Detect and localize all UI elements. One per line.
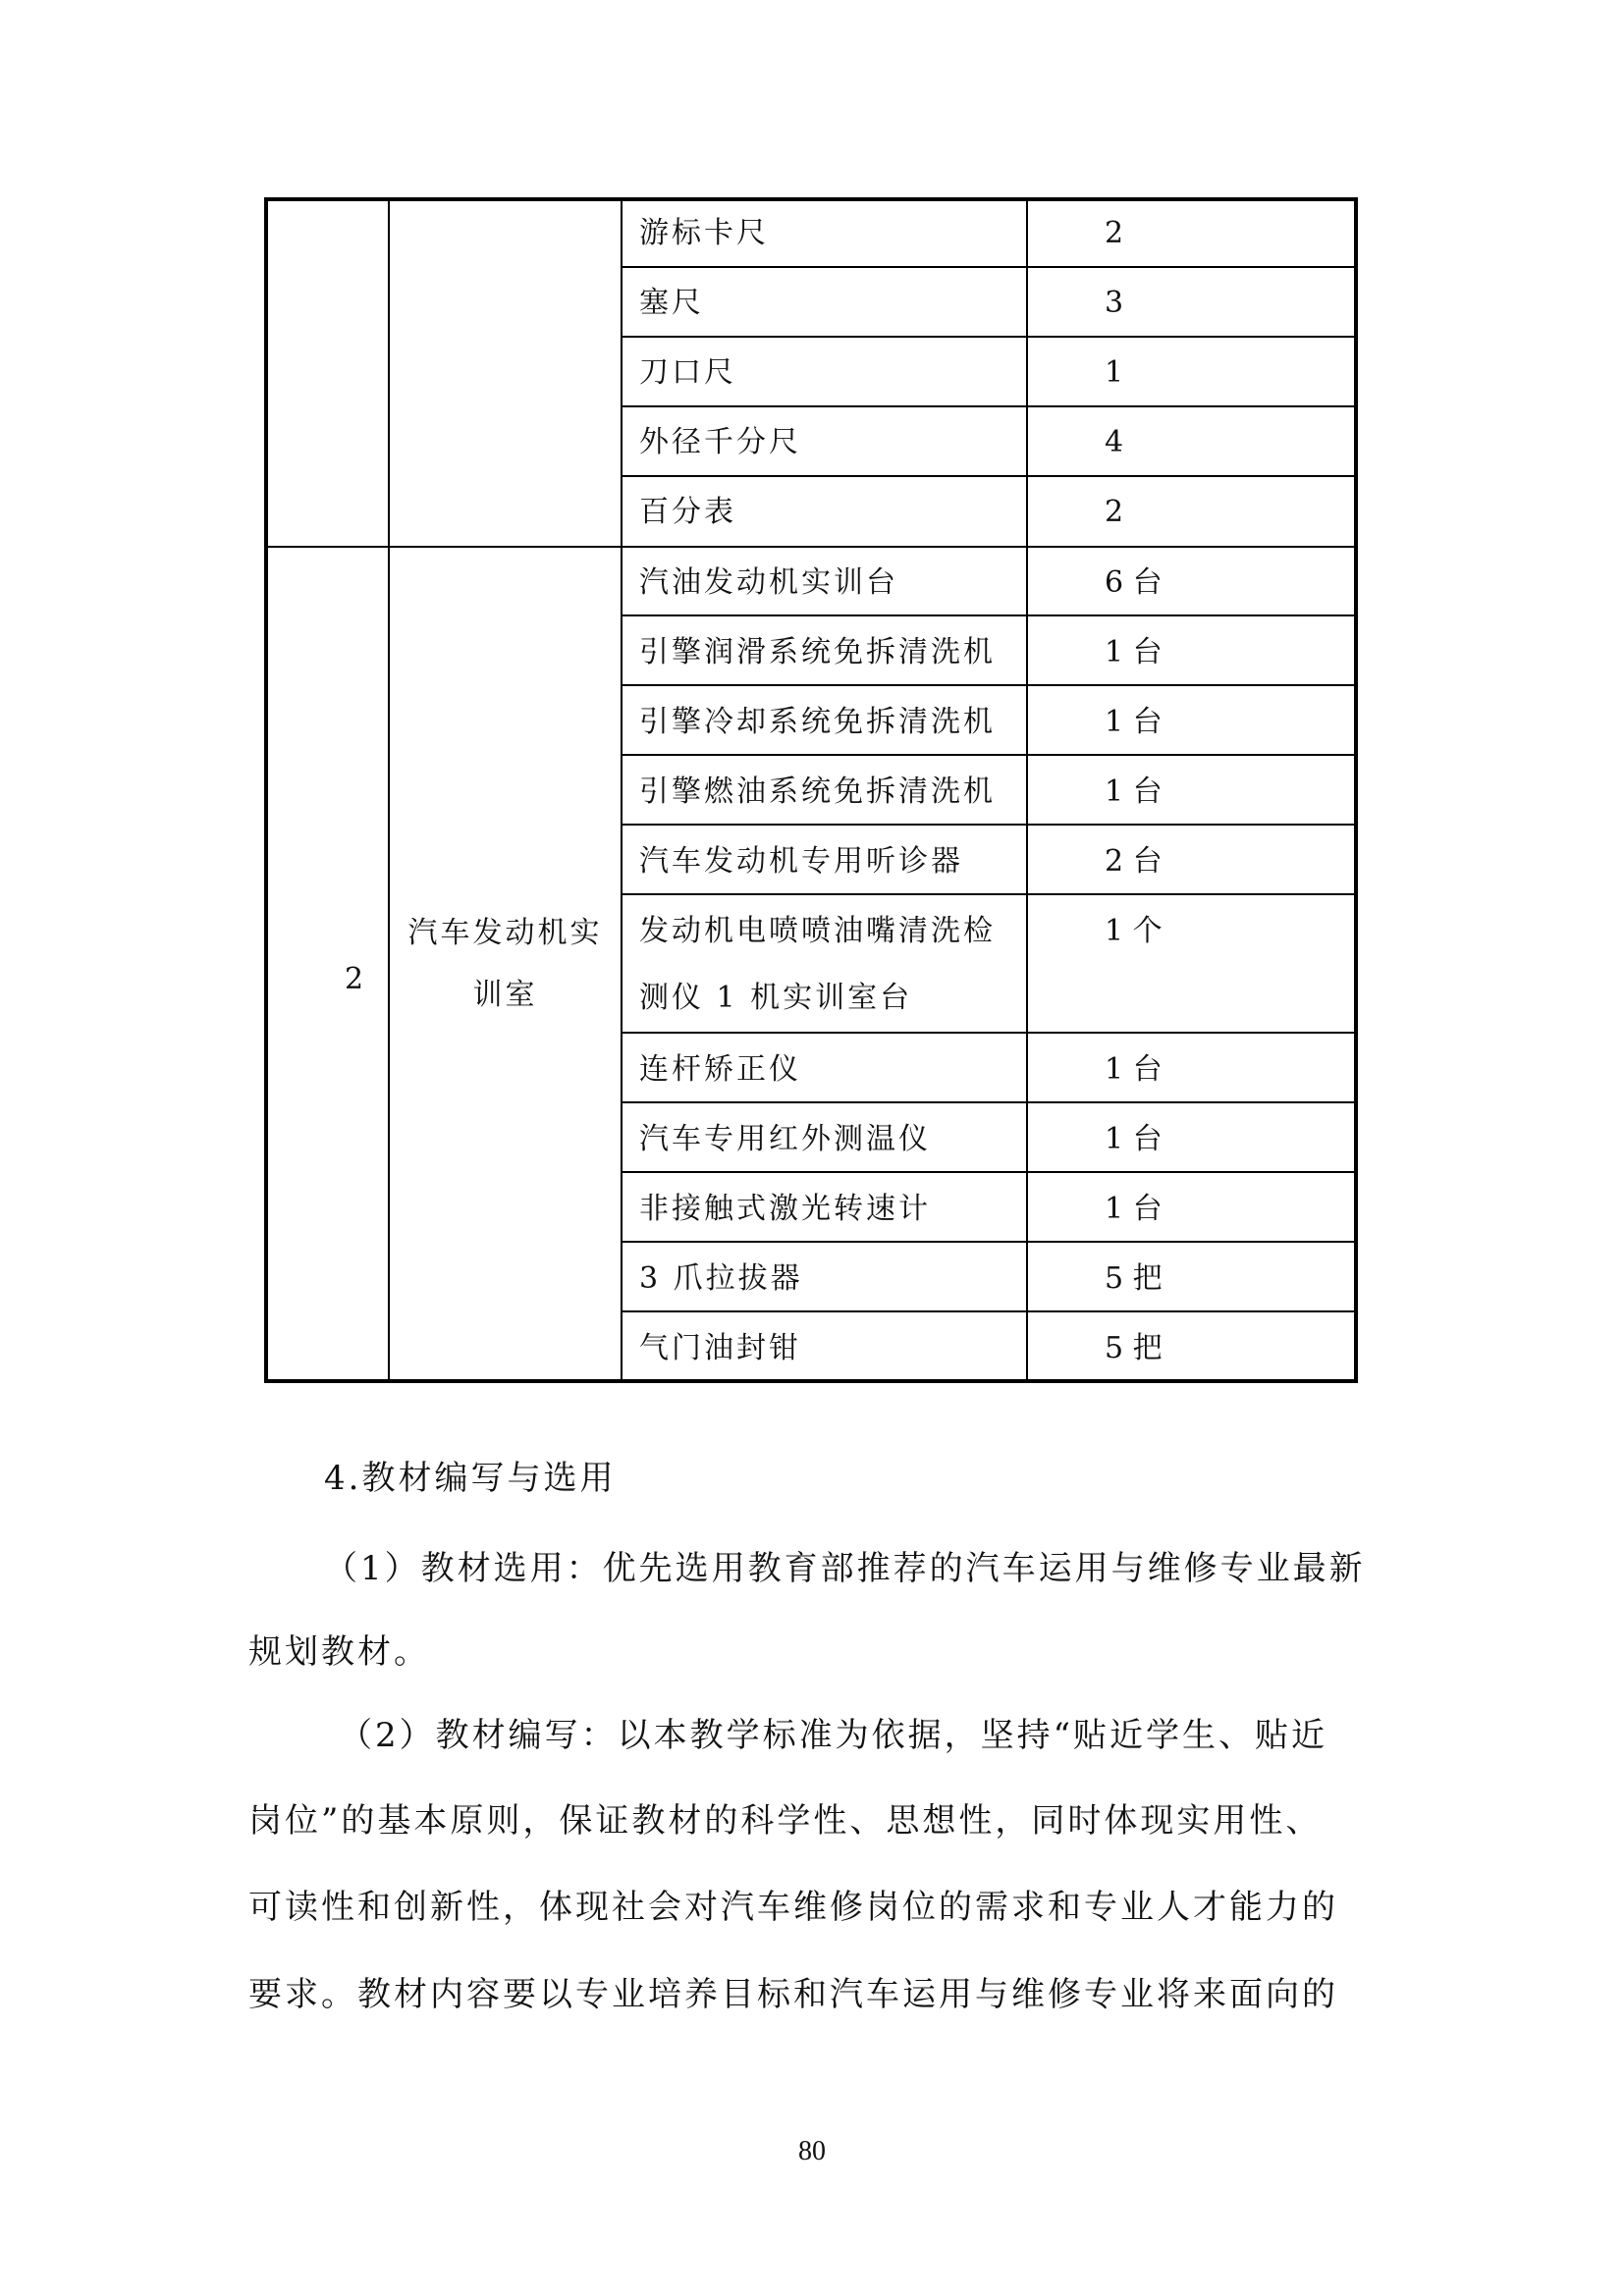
- item-quantity: 1 台: [1105, 705, 1163, 739]
- paragraph-2-line-1: （2）教材编写：以本教学标准为依据，坚持“贴近学生、贴近: [339, 1716, 1328, 1755]
- row-divider: [621, 614, 1354, 616]
- item-quantity: 2: [1105, 495, 1124, 529]
- row-divider: [621, 1171, 1354, 1173]
- item-name: 气门油封钳: [639, 1331, 801, 1365]
- item-quantity: 1 台: [1105, 1122, 1163, 1156]
- item-quantity: 2: [1105, 216, 1124, 250]
- row-divider: [621, 1310, 1354, 1312]
- item-quantity: 1 个: [1105, 914, 1163, 948]
- item-name: 3 爪拉拔器: [639, 1261, 803, 1296]
- paragraph-2-line-3: 可读性和创新性，体现社会对汽车维修岗位的需求和专业人才能力的: [248, 1888, 1338, 1927]
- group-number: 2: [345, 962, 364, 996]
- item-quantity: 1 台: [1105, 774, 1163, 809]
- lab-name-line1: 汽车发动机实: [407, 916, 603, 950]
- item-quantity: 6 台: [1105, 565, 1163, 600]
- row-divider: [621, 893, 1354, 895]
- item-quantity: 1 台: [1105, 635, 1163, 669]
- item-name: 刀口尺: [639, 355, 736, 390]
- item-quantity: 4: [1105, 425, 1124, 459]
- paragraph-1-line-1: （1）教材选用：优先选用教育部推荐的汽车运用与维修专业最新: [324, 1549, 1366, 1588]
- item-name: 引擎润滑系统免拆清洗机: [639, 635, 996, 669]
- item-quantity: 2 台: [1105, 844, 1163, 879]
- row-divider: [621, 336, 1354, 338]
- item-quantity: 5 把: [1105, 1331, 1163, 1365]
- row-divider: [621, 754, 1354, 756]
- item-quantity: 5 把: [1105, 1261, 1163, 1296]
- item-name: 非接触式激光转速计: [639, 1192, 931, 1226]
- column-divider: [388, 201, 390, 1379]
- item-quantity: 1 台: [1105, 1052, 1163, 1087]
- item-name: 塞尺: [639, 286, 704, 320]
- item-name: 百分表: [639, 495, 736, 529]
- paragraph-2-line-4: 要求。教材内容要以专业培养目标和汽车运用与维修专业将来面向的: [248, 1975, 1338, 2014]
- row-divider: [621, 684, 1354, 686]
- page-number: 80: [798, 2136, 826, 2166]
- equipment-table: [264, 197, 1358, 1383]
- section-heading: 4.教材编写与选用: [324, 1459, 617, 1498]
- item-name: 汽油发动机实训台: [639, 565, 898, 600]
- row-divider: [621, 475, 1354, 477]
- item-quantity: 3: [1105, 286, 1124, 320]
- item-name: 汽车专用红外测温仪: [639, 1122, 931, 1156]
- column-divider: [1026, 201, 1028, 1379]
- item-name: 汽车发动机专用听诊器: [639, 844, 963, 879]
- paragraph-2-line-2: 岗位”的基本原则，保证教材的科学性、思想性，同时体现实用性、: [248, 1801, 1323, 1841]
- row-divider: [621, 1032, 1354, 1034]
- item-name: 引擎冷却系统免拆清洗机: [639, 705, 996, 739]
- column-divider: [621, 201, 623, 1379]
- item-name: 引擎燃油系统免拆清洗机: [639, 774, 996, 809]
- lab-name: [390, 902, 621, 1026]
- row-divider: [621, 405, 1354, 407]
- row-divider: [621, 1101, 1354, 1103]
- item-name-line1: 发动机电喷喷油嘴清洗检: [639, 914, 996, 948]
- item-name-line2: 测仪 1 机实训室台: [639, 981, 913, 1015]
- item-name: 连杆矫正仪: [639, 1052, 801, 1087]
- row-divider: [621, 1241, 1354, 1243]
- row-divider: [621, 824, 1354, 826]
- row-divider: [621, 266, 1354, 268]
- lab-name-line2: 训室: [472, 978, 538, 1012]
- item-quantity: 1 台: [1105, 1192, 1163, 1226]
- item-quantity: 1: [1105, 355, 1124, 390]
- item-name: 游标卡尺: [639, 216, 769, 250]
- group-divider: [268, 546, 1354, 548]
- item-name: 外径千分尺: [639, 425, 801, 459]
- paragraph-1-line-2: 规划教材。: [248, 1632, 430, 1672]
